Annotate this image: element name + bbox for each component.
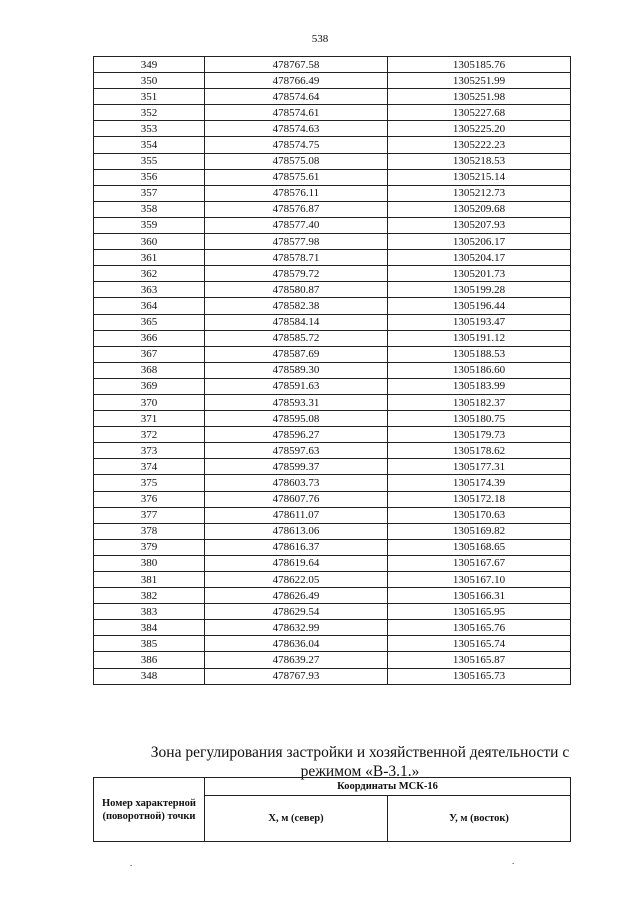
point-number-cell: 369 (94, 378, 205, 394)
y-coordinate-cell: 1305199.28 (388, 282, 571, 298)
point-number-cell: 348 (94, 668, 205, 684)
y-coordinate-cell: 1305251.98 (388, 89, 571, 105)
table-row (94, 378, 571, 394)
section-title: Зона регулирования застройки и хозяйственной деятельности с режимом «В-3.1.» (150, 744, 570, 780)
table-row (94, 604, 571, 620)
y-coordinate-cell: 1305225.20 (388, 121, 571, 137)
x-coordinate-cell: 478595.08 (205, 411, 388, 427)
y-coordinate-cell: 1305165.95 (388, 604, 571, 620)
point-number-cell: 354 (94, 137, 205, 153)
x-coordinate-cell: 478639.27 (205, 652, 388, 668)
point-number-cell: 383 (94, 604, 205, 620)
point-number-cell: 381 (94, 572, 205, 588)
coordinates-table (93, 56, 571, 685)
point-number-cell: 356 (94, 169, 205, 185)
table-row (94, 475, 571, 491)
x-coordinate-cell: 478589.30 (205, 362, 388, 378)
y-coordinate-cell: 1305165.74 (388, 636, 571, 652)
table-row (94, 217, 571, 233)
point-number-cell: 357 (94, 185, 205, 201)
y-coordinate-cell: 1305251.99 (388, 73, 571, 89)
page-number: 538 (311, 33, 329, 45)
point-number-cell: 363 (94, 282, 205, 298)
coordinates-table-body (94, 57, 571, 685)
scan-mark: . (130, 858, 133, 868)
x-coordinate-cell: 478611.07 (205, 507, 388, 523)
table-row (94, 282, 571, 298)
point-number-cell: 376 (94, 491, 205, 507)
y-coordinate-cell: 1305209.68 (388, 201, 571, 217)
x-coordinate-cell: 478574.63 (205, 121, 388, 137)
table-row (94, 507, 571, 523)
y-coordinate-cell: 1305206.17 (388, 234, 571, 250)
table-row (94, 636, 571, 652)
table-row (94, 137, 571, 153)
point-number-cell: 373 (94, 443, 205, 459)
table-row (94, 266, 571, 282)
table-row (94, 89, 571, 105)
y-coordinate-cell: 1305178.62 (388, 443, 571, 459)
y-coordinate-cell: 1305186.60 (388, 362, 571, 378)
header-x: X, м (север) (205, 796, 388, 842)
table-row (94, 250, 571, 266)
x-coordinate-cell: 478607.76 (205, 491, 388, 507)
x-coordinate-cell: 478613.06 (205, 523, 388, 539)
point-number-cell: 375 (94, 475, 205, 491)
point-number-cell: 364 (94, 298, 205, 314)
point-number-cell: 353 (94, 121, 205, 137)
x-coordinate-cell: 478632.99 (205, 620, 388, 636)
point-number-cell: 355 (94, 153, 205, 169)
x-coordinate-cell: 478626.49 (205, 588, 388, 604)
table-row (94, 443, 571, 459)
y-coordinate-cell: 1305165.87 (388, 652, 571, 668)
y-coordinate-cell: 1305204.17 (388, 250, 571, 266)
table-row (94, 201, 571, 217)
table-row (94, 73, 571, 89)
y-coordinate-cell: 1305177.31 (388, 459, 571, 475)
x-coordinate-cell: 478622.05 (205, 572, 388, 588)
x-coordinate-cell: 478574.75 (205, 137, 388, 153)
y-coordinate-cell: 1305193.47 (388, 314, 571, 330)
x-coordinate-cell: 478597.63 (205, 443, 388, 459)
point-number-cell: 366 (94, 330, 205, 346)
x-coordinate-cell: 478584.14 (205, 314, 388, 330)
y-coordinate-cell: 1305188.53 (388, 346, 571, 362)
y-coordinate-cell: 1305180.75 (388, 411, 571, 427)
table-row (94, 555, 571, 571)
point-number-cell: 351 (94, 89, 205, 105)
x-coordinate-cell: 478579.72 (205, 266, 388, 282)
y-coordinate-cell: 1305207.93 (388, 217, 571, 233)
y-coordinate-cell: 1305165.76 (388, 620, 571, 636)
point-number-cell: 382 (94, 588, 205, 604)
y-coordinate-cell: 1305167.67 (388, 555, 571, 571)
point-number-cell: 352 (94, 105, 205, 121)
point-number-cell: 361 (94, 250, 205, 266)
point-number-cell: 386 (94, 652, 205, 668)
table-row (94, 298, 571, 314)
table-row (94, 121, 571, 137)
scan-mark: . (512, 856, 515, 866)
point-number-cell: 359 (94, 217, 205, 233)
table-row (94, 185, 571, 201)
table-row (94, 394, 571, 410)
x-coordinate-cell: 478603.73 (205, 475, 388, 491)
x-coordinate-cell: 478577.98 (205, 234, 388, 250)
x-coordinate-cell: 478580.87 (205, 282, 388, 298)
table-row (94, 411, 571, 427)
x-coordinate-cell: 478619.64 (205, 555, 388, 571)
x-coordinate-cell: 478591.63 (205, 378, 388, 394)
point-number-cell: 379 (94, 539, 205, 555)
point-number-cell: 371 (94, 411, 205, 427)
x-coordinate-cell: 478582.38 (205, 298, 388, 314)
point-number-cell: 362 (94, 266, 205, 282)
point-number-cell: 377 (94, 507, 205, 523)
x-coordinate-cell: 478767.93 (205, 668, 388, 684)
table-row (94, 427, 571, 443)
table-row (94, 620, 571, 636)
y-coordinate-cell: 1305185.76 (388, 57, 571, 73)
zone-header-table (93, 777, 571, 842)
y-coordinate-cell: 1305215.14 (388, 169, 571, 185)
y-coordinate-cell: 1305174.39 (388, 475, 571, 491)
point-number-cell: 372 (94, 427, 205, 443)
y-coordinate-cell: 1305172.18 (388, 491, 571, 507)
x-coordinate-cell: 478578.71 (205, 250, 388, 266)
header-point-number: Номер характерной (поворотной) точки (94, 778, 205, 842)
x-coordinate-cell: 478587.69 (205, 346, 388, 362)
x-coordinate-cell: 478593.31 (205, 394, 388, 410)
table-row (94, 330, 571, 346)
point-number-cell: 385 (94, 636, 205, 652)
y-coordinate-cell: 1305212.73 (388, 185, 571, 201)
point-number-cell: 350 (94, 73, 205, 89)
point-number-cell: 365 (94, 314, 205, 330)
point-number-cell: 360 (94, 234, 205, 250)
table-row (94, 234, 571, 250)
y-coordinate-cell: 1305166.31 (388, 588, 571, 604)
table-row (94, 668, 571, 684)
point-number-cell: 384 (94, 620, 205, 636)
table-row (94, 572, 571, 588)
y-coordinate-cell: 1305168.65 (388, 539, 571, 555)
table-row (94, 346, 571, 362)
x-coordinate-cell: 478585.72 (205, 330, 388, 346)
point-number-cell: 367 (94, 346, 205, 362)
y-coordinate-cell: 1305183.99 (388, 378, 571, 394)
table-row (94, 153, 571, 169)
table-row (94, 523, 571, 539)
table-row (94, 491, 571, 507)
point-number-cell: 370 (94, 394, 205, 410)
x-coordinate-cell: 478629.54 (205, 604, 388, 620)
x-coordinate-cell: 478576.87 (205, 201, 388, 217)
y-coordinate-cell: 1305201.73 (388, 266, 571, 282)
y-coordinate-cell: 1305222.23 (388, 137, 571, 153)
point-number-cell: 380 (94, 555, 205, 571)
point-number-cell: 368 (94, 362, 205, 378)
y-coordinate-cell: 1305179.73 (388, 427, 571, 443)
y-coordinate-cell: 1305227.68 (388, 105, 571, 121)
y-coordinate-cell: 1305167.10 (388, 572, 571, 588)
table-row (94, 105, 571, 121)
x-coordinate-cell: 478575.61 (205, 169, 388, 185)
x-coordinate-cell: 478599.37 (205, 459, 388, 475)
point-number-cell: 374 (94, 459, 205, 475)
table-row (94, 169, 571, 185)
x-coordinate-cell: 478574.61 (205, 105, 388, 121)
point-number-cell: 349 (94, 57, 205, 73)
x-coordinate-cell: 478636.04 (205, 636, 388, 652)
table-row (94, 652, 571, 668)
table-row (94, 314, 571, 330)
x-coordinate-cell: 478766.49 (205, 73, 388, 89)
point-number-cell: 378 (94, 523, 205, 539)
table-row (94, 539, 571, 555)
x-coordinate-cell: 478767.58 (205, 57, 388, 73)
table-row (94, 459, 571, 475)
x-coordinate-cell: 478574.64 (205, 89, 388, 105)
header-coordinates: Координаты МСК-16 (205, 778, 571, 796)
y-coordinate-cell: 1305196.44 (388, 298, 571, 314)
x-coordinate-cell: 478577.40 (205, 217, 388, 233)
table-row (94, 588, 571, 604)
y-coordinate-cell: 1305170.63 (388, 507, 571, 523)
y-coordinate-cell: 1305218.53 (388, 153, 571, 169)
x-coordinate-cell: 478616.37 (205, 539, 388, 555)
header-y: У, м (восток) (388, 796, 571, 842)
table-row (94, 57, 571, 73)
point-number-cell: 358 (94, 201, 205, 217)
x-coordinate-cell: 478575.08 (205, 153, 388, 169)
y-coordinate-cell: 1305182.37 (388, 394, 571, 410)
table-row (94, 362, 571, 378)
y-coordinate-cell: 1305169.82 (388, 523, 571, 539)
y-coordinate-cell: 1305165.73 (388, 668, 571, 684)
y-coordinate-cell: 1305191.12 (388, 330, 571, 346)
x-coordinate-cell: 478576.11 (205, 185, 388, 201)
x-coordinate-cell: 478596.27 (205, 427, 388, 443)
